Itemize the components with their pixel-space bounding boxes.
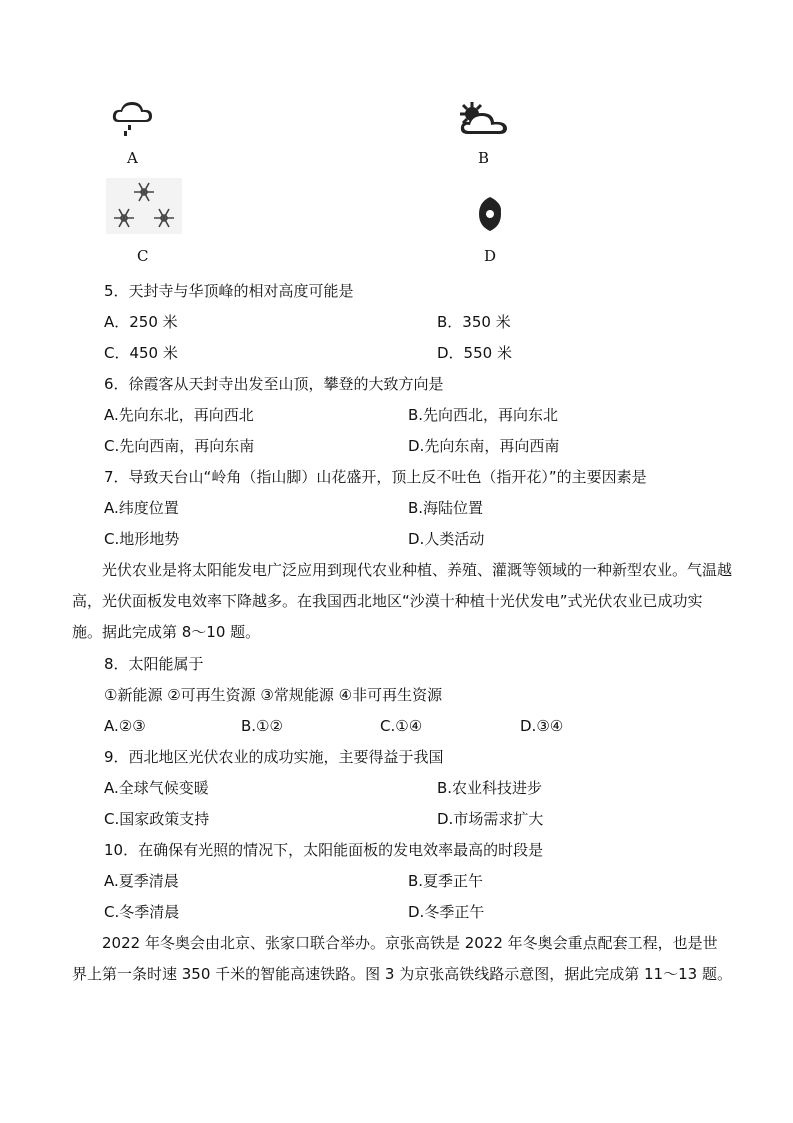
option-d-letter: D <box>484 247 497 265</box>
q10-option-b: B.夏季正午 <box>408 872 484 890</box>
q8-stem: 8．太阳能属于 <box>104 655 204 673</box>
q5-option-b: B．350 米 <box>437 313 511 331</box>
q10-option-a: A.夏季清晨 <box>104 872 179 890</box>
q10-stem: 10．在确保有光照的情况下，太阳能面板的发电效率最高的时段是 <box>104 841 544 859</box>
q8-option-c: C.①④ <box>380 717 423 735</box>
q7-option-d: D.人类活动 <box>408 530 485 548</box>
q7-stem: 7．导致天台山“岭角（指山脚）山花盛开，顶上反不吐色（指开花）”的主要因素是 <box>104 468 647 486</box>
q9-option-c: C.国家政策支持 <box>104 810 210 828</box>
passage-2-text: 2022 年冬奥会由北京、张家口联合举办。京张高铁是 2022 年冬奥会重点配套工程，也是世界上第一条时速 350 千米的智能高速铁路。图 3 为京张高铁线路示意图，据此完成第 11～13 题。 <box>72 934 732 983</box>
q5-stem: 5．天封寺与华顶峰的相对高度可能是 <box>104 282 354 300</box>
q6-option-c: C.先向西南，再向东南 <box>104 437 255 455</box>
q5-option-d: D．550 米 <box>437 344 512 362</box>
q5-option-a: A．250 米 <box>104 313 178 331</box>
option-b-letter: B <box>478 149 490 167</box>
q6-option-b: B.先向西北，再向东北 <box>408 406 559 424</box>
passage-beijing-zhangjiakou-railway <box>72 928 732 990</box>
q8-option-a: A.②③ <box>104 717 146 735</box>
q8-option-b: B.①② <box>241 717 283 735</box>
q7-option-c: C.地形地势 <box>104 530 180 548</box>
q7-option-b: B.海陆位置 <box>408 499 484 517</box>
q5-option-c: C．450 米 <box>104 344 178 362</box>
passage-1-text: 光伏农业是将太阳能发电广泛应用到现代农业种植、养殖、灌溉等领域的一种新型农业。气温越高，光伏面板发电效率下降越多。在我国西北地区“沙漠十种植十光伏发电”式光伏农业已成功实施。据此完成第 8～10 题。 <box>72 561 733 641</box>
sun-behind-cloud-icon <box>456 100 512 138</box>
typhoon-icon <box>473 194 507 234</box>
q8-items: ①新能源 ②可再生资源 ③常规能源 ④非可再生资源 <box>104 686 443 704</box>
q8-option-d: D.③④ <box>520 717 564 735</box>
q9-option-a: A.全球气候变暖 <box>104 779 209 797</box>
q6-stem: 6．徐霞客从天封寺出发至山顶，攀登的大致方向是 <box>104 375 444 393</box>
q10-option-c: C.冬季清晨 <box>104 903 180 921</box>
q9-stem: 9．西北地区光伏农业的成功实施，主要得益于我国 <box>104 748 444 766</box>
option-c-letter: C <box>137 247 149 265</box>
q9-option-d: D.市场需求扩大 <box>437 810 544 828</box>
q10-option-d: D.冬季正午 <box>408 903 485 921</box>
passage-photovoltaic-agriculture <box>72 555 732 648</box>
q6-option-a: A.先向东北，再向西北 <box>104 406 254 424</box>
rain-cloud-icon <box>110 98 156 138</box>
q9-option-b: B.农业科技进步 <box>437 779 543 797</box>
q6-option-d: D.先向东南，再向西南 <box>408 437 560 455</box>
option-a-letter: A <box>127 149 138 167</box>
q7-option-a: A.纬度位置 <box>104 499 179 517</box>
snowflakes-icon <box>106 178 182 234</box>
